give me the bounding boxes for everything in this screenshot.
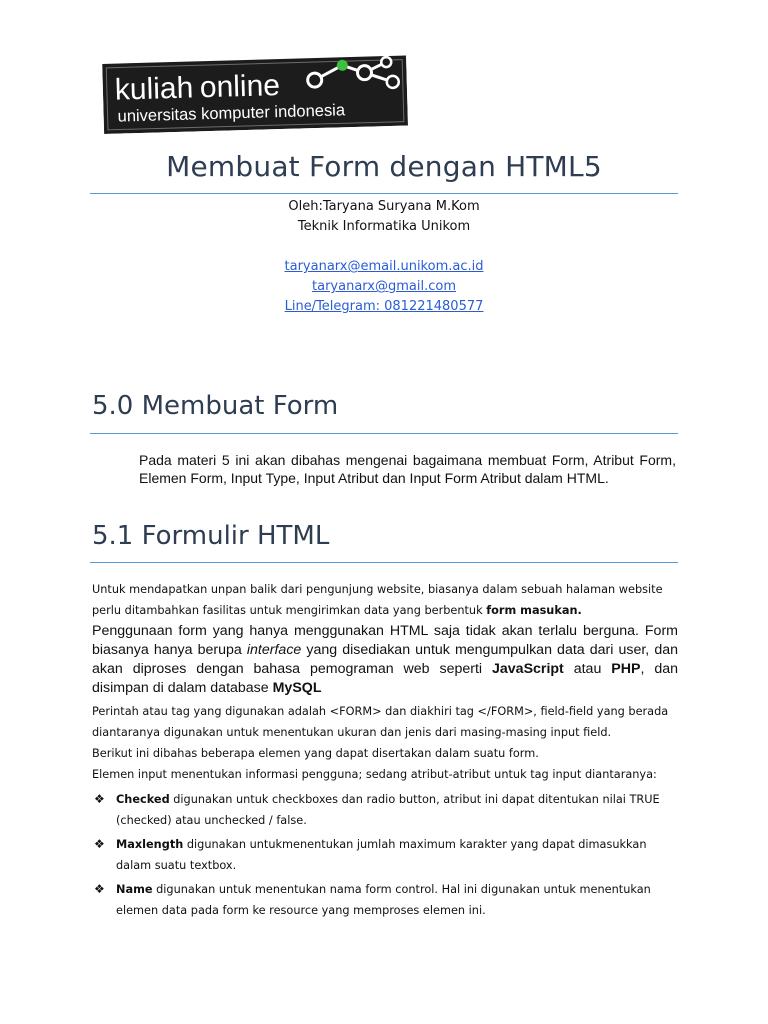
logo-tagline: universitas komputer indonesia xyxy=(117,101,346,126)
list-item-text: digunakan untuk checkboxes dan radio button, atribut ini dapat ditentukan nilai TRUE (checked) atau unchecked / false. xyxy=(116,793,660,827)
p2-part-c: atau xyxy=(563,661,612,677)
paragraph-elements: Berikut ini dibahas beberapa elemen yang dapat disertakan dalam suatu form. xyxy=(92,747,539,760)
list-item-text: digunakan untukmenentukan jumlah maximum karakter yang dapat dimasukkan dalam suatu textbox. xyxy=(116,838,647,872)
diamond-bullet-icon: ❖ xyxy=(94,882,105,896)
paragraph-input-attributes: Elemen input menentukan informasi pengguna; sedang atribut-atribut untuk tag input diantaranya: xyxy=(92,768,657,781)
paragraph-form-usage xyxy=(92,622,678,698)
list-item-term: Checked xyxy=(116,793,170,806)
title-rule xyxy=(90,193,678,194)
paragraph-form-tag: Perintah atau tag yang digunakan adalah <FORM> dan diakhiri tag </FORM>, field-field yang berada diantaranya digunakan untuk menentukan ukuran dan jenis dari masing-masing input field. xyxy=(92,705,669,739)
diamond-bullet-icon: ❖ xyxy=(94,837,105,851)
list-item-term: Maxlength xyxy=(116,838,184,851)
diamond-bullet-icon: ❖ xyxy=(94,792,105,806)
spacer xyxy=(90,237,678,257)
p2-part-a: Penggunaan form yang hanya menggunakan HTML saja tidak akan terlalu berguna. Form biasanya hanya berupa xyxy=(92,623,678,658)
section-5-0-rule xyxy=(90,433,678,434)
paragraph-feedback-bold: form masukan. xyxy=(486,604,582,617)
p2-bold-php: PHP xyxy=(611,661,641,677)
author-affiliation: Teknik Informatika Unikom xyxy=(297,219,471,234)
email-link-unikom[interactable]: taryanarx@email.unikom.ac.id xyxy=(284,259,484,274)
contact-link[interactable]: Line/Telegram: 081221480577 xyxy=(284,299,484,314)
email-link-gmail[interactable]: taryanarx@gmail.com xyxy=(312,279,456,294)
attribute-list xyxy=(92,789,678,924)
list-item xyxy=(92,834,678,876)
paragraph-feedback-text: Untuk mendapatkan unpan balik dari pengunjung website, biasanya dalam sebuah halaman website perlu ditambahkan fasilitas untuk mengirimkan data yang berbentuk xyxy=(92,583,663,617)
p2-part-b: yang disediakan untuk mengumpulkan data dari user, dan akan diproses dengan bahasa pemograman web seperti xyxy=(92,642,679,677)
document-title: Membuat Form dengan HTML5 xyxy=(166,150,602,183)
list-item-term: Name xyxy=(116,883,153,896)
section-heading-5-1: 5.1 Formulir HTML xyxy=(92,521,330,551)
p2-part-d: , dan disimpan di dalam database xyxy=(92,661,678,696)
section-heading-5-0: 5.0 Membuat Form xyxy=(92,391,339,421)
logo-brand-kuliah: kuliah xyxy=(114,71,194,107)
p2-bold-javascript: JavaScript xyxy=(492,661,564,677)
p2-italic-interface: interface xyxy=(246,642,302,658)
kuliahonline-logo xyxy=(102,50,408,134)
author-block xyxy=(90,197,678,317)
list-item-text: digunakan untuk menentukan nama form control. Hal ini digunakan untuk menentukan elemen data pada form ke resource yang memproses elemen ini. xyxy=(116,883,651,917)
logo-graphic xyxy=(102,50,408,134)
paragraph-feedback xyxy=(92,579,678,621)
p2-bold-mysql: MySQL xyxy=(272,680,322,696)
author-name: Oleh:Taryana Suryana M.Kom xyxy=(288,199,480,214)
logo-brand-online: online xyxy=(199,69,281,105)
list-item xyxy=(92,789,678,831)
section-5-1-rule xyxy=(90,562,678,563)
section-5-0-intro: Pada materi 5 ini akan dibahas mengenai bagaimana membuat Form, Atribut Form, Elemen Form, Input Type, Input Atribut dan Input Form Atribut dalam HTML. xyxy=(139,452,676,486)
list-item xyxy=(92,879,678,921)
